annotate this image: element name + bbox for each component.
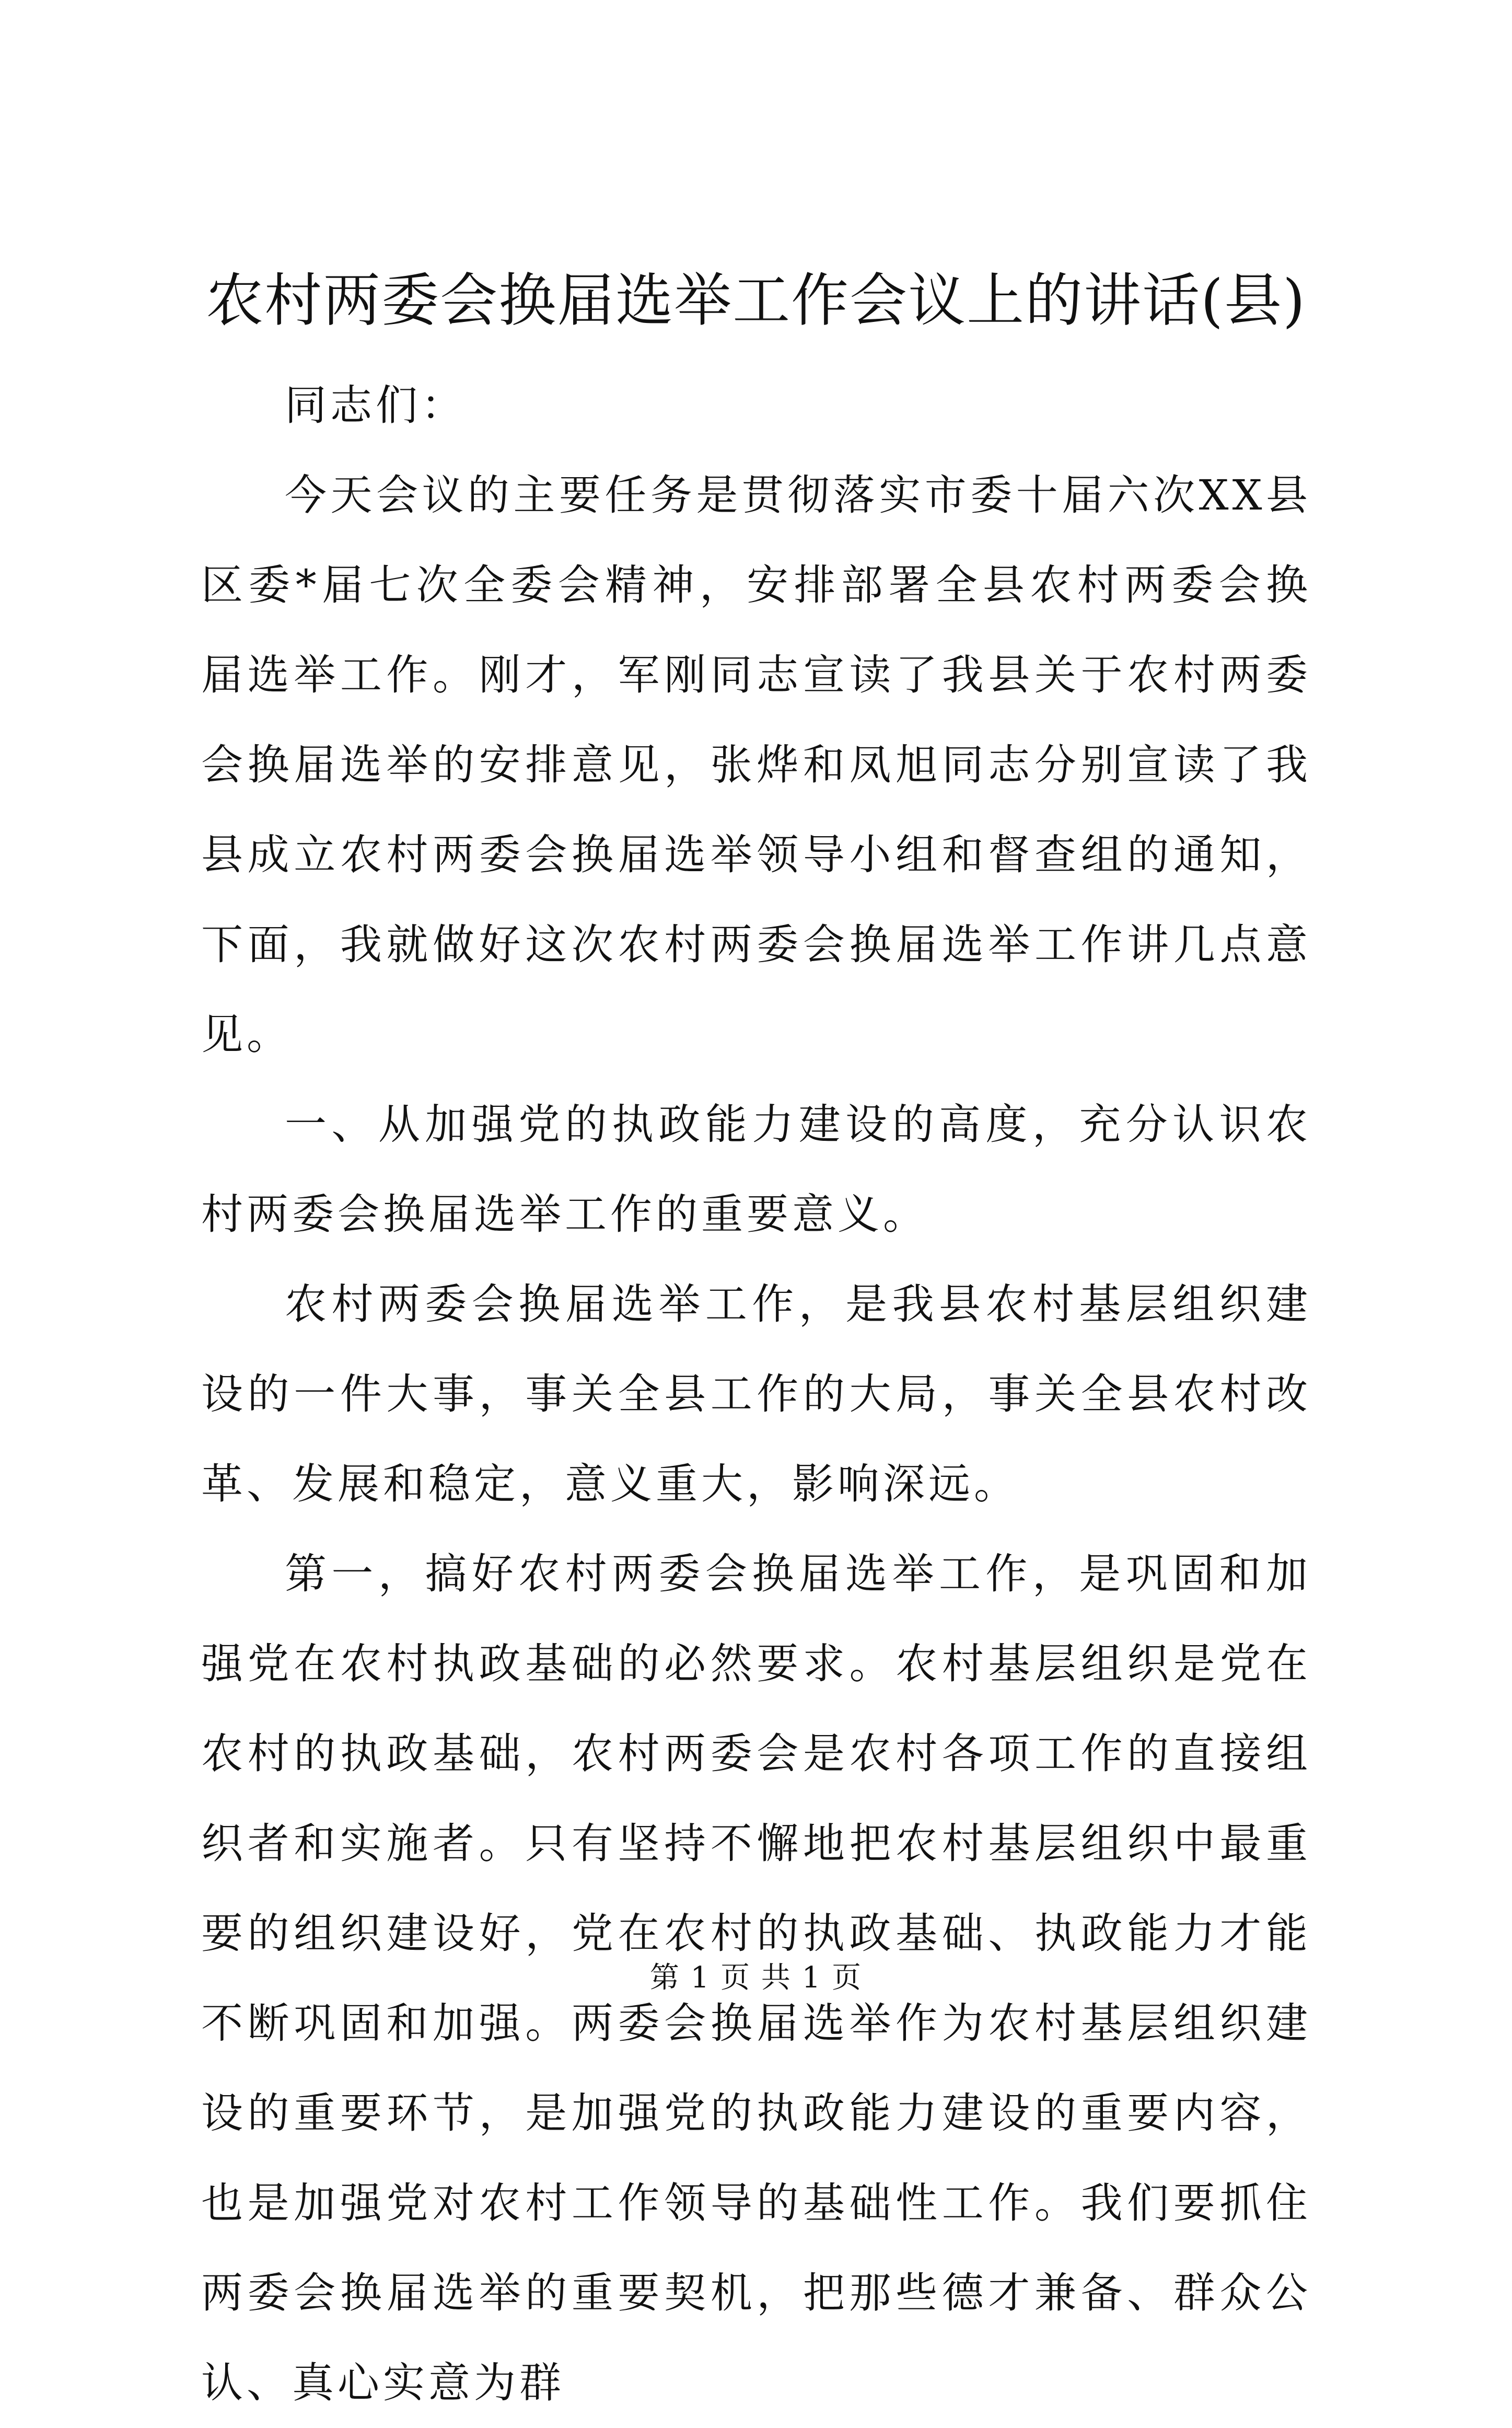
document-body — [201, 361, 1311, 2428]
page-footer: 第 1 页 共 1 页 — [649, 1961, 863, 1995]
document-title: 农村两委会换届选举工作会议上的讲话(县) — [206, 267, 1306, 334]
intro-paragraph: 今天会议的主要任务是贯彻落实市委十届六次XX县区委*届七次全委会精神，安排部署全县农村两委会换届选举工作。刚才，军刚同志宣读了我县关于农村两委会换届选举的安排意见，张烨和凤旭同志分别宣读了我县成立农村两委会换届选举领导小组和督查组的通知，下面，我就做好这次农村两委会换届选举工作讲几点意见。 — [201, 471, 1311, 1059]
section-heading-paragraph: 一、从加强党的执政能力建设的高度，充分认识农村两委会换届选举工作的重要意义。 — [201, 1100, 1311, 1239]
significance-paragraph: 农村两委会换届选举工作，是我县农村基层组织建设的一件大事，事关全县工作的大局，事关全县农村改革、发展和稳定，意义重大，影响深远。 — [201, 1280, 1311, 1508]
first-point-paragraph: 第一，搞好农村两委会换届选举工作，是巩固和加强党在农村执政基础的必然要求。农村基层组织是党在农村的执政基础，农村两委会是农村各项工作的直接组织者和实施者。只有坚持不懈地把农村基层组织中最重要的组织建设好，党在农村的执政基础、执政能力才能不断巩固和加强。两委会换届选举作为农村基层组织建设的重要环节，是加强党的执政能力建设的重要内容，也是加强党对农村工作领导的基础性工作。我们要抓住两委会换届选举的重要契机，把那些德才兼备、群众公认、真心实意为群 — [201, 1550, 1311, 2407]
salutation-paragraph: 同志们： — [285, 381, 467, 430]
